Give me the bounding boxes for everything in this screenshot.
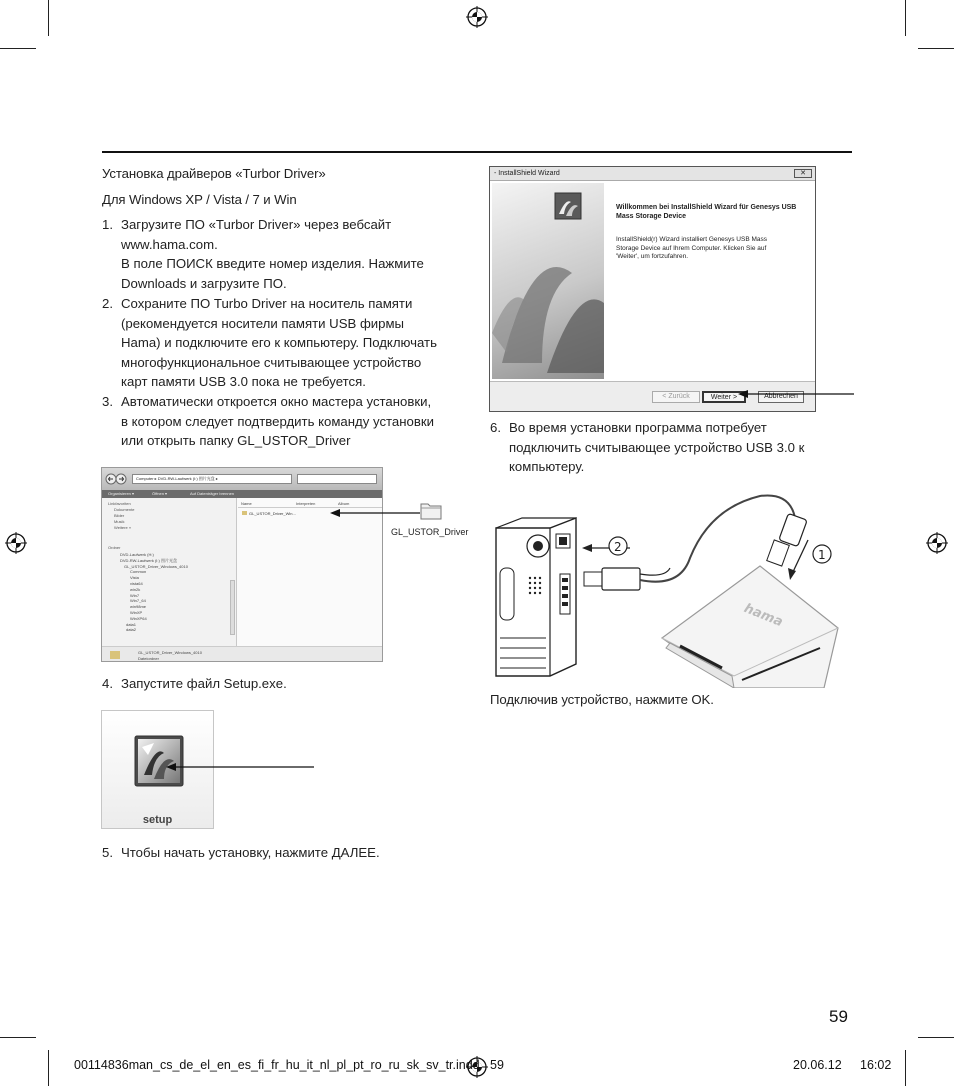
pointer-arrow-icon	[166, 759, 314, 775]
step-line: или открыть папку GL_USTOR_Driver	[121, 433, 351, 448]
step-line: многофункциональное считывающее устройство	[121, 354, 422, 370]
tree-item[interactable]: Win7	[130, 592, 140, 598]
tree-item[interactable]: WinXP	[130, 609, 143, 615]
column-name[interactable]: Name	[241, 501, 252, 506]
tree-item[interactable]: win2k	[130, 586, 141, 592]
step-5	[102, 843, 472, 863]
svg-text:1: 1	[818, 548, 826, 562]
final-note: Подключив устройство, нажмите OK.	[490, 692, 714, 707]
step-1	[102, 215, 472, 295]
folder-icon	[242, 511, 247, 515]
registration-mark-icon	[5, 532, 27, 554]
next-button[interactable]: Weiter >	[702, 391, 746, 403]
page-number: 59	[829, 1007, 848, 1026]
tree-item[interactable]: WinXP64	[130, 615, 147, 621]
registration-mark-icon	[926, 532, 948, 554]
tree-item[interactable]: Vista	[130, 575, 139, 581]
section-subheading: Для Windows XP / Vista / 7 и Win	[102, 192, 297, 207]
step-number: 4.	[102, 676, 113, 691]
footer-date: 20.06.12	[793, 1058, 842, 1072]
step-line: компьютеру.	[509, 459, 585, 474]
header-rule	[102, 151, 852, 153]
section-heading: Установка драйверов «Turbor Driver»	[102, 166, 326, 181]
step-line: Сохраните ПО Turbo Driver на носитель памяти	[121, 296, 413, 311]
installshield-wizard-screenshot	[489, 166, 816, 412]
setup-label: setup	[142, 814, 173, 826]
tree-item[interactable]: DVD-RW-Laufwerk (I:) 图片光盘	[120, 557, 177, 563]
tree-item[interactable]: Common	[130, 569, 147, 575]
wizard-artwork	[492, 183, 604, 379]
pointer-arrow-icon	[738, 386, 854, 402]
step-line: Downloads и загрузите ПО.	[121, 275, 287, 291]
file-item[interactable]: GL_USTOR_Driver_Win...	[242, 511, 322, 517]
step-line: Hama) и подключите его к компьютеру. Подключать	[121, 335, 437, 350]
wizard-title: - InstallShield Wizard	[494, 170, 560, 177]
step-line: www.hama.com.	[121, 236, 218, 252]
close-icon[interactable]: ✕	[794, 169, 812, 178]
status-type: Dateiordner	[138, 656, 159, 661]
tree-item[interactable]: Win7_64	[130, 598, 146, 604]
column-artists[interactable]: Interpreten	[296, 501, 316, 506]
explorer-titlebar	[102, 468, 382, 490]
toolbar-open[interactable]: Öffnen ▾	[152, 491, 168, 496]
step-6	[490, 418, 850, 478]
crop-mark	[48, 1050, 49, 1086]
crop-mark	[918, 1037, 954, 1038]
toolbar-burn[interactable]: Auf Datenträger brennen	[190, 491, 235, 496]
tree-item[interactable]: data2	[126, 627, 137, 633]
explorer-status-bar	[102, 646, 382, 662]
tree-item[interactable]: vista64	[130, 580, 143, 586]
step-line: (рекомендуется носители памяти USB фирмы	[121, 315, 405, 331]
pointer-arrow-icon	[330, 505, 422, 521]
tree-item[interactable]: GL_USTOR_Driver_Windows_4010	[124, 563, 188, 569]
connection-illustration	[490, 488, 850, 688]
step-4	[102, 674, 472, 694]
column-album[interactable]: Album	[338, 501, 350, 506]
wizard-body: InstallShield(r) Wizard installiert Genesys USB Mass Storage Device auf Ihrem Computer. Klicken Sie auf 'Weiter', um fortzufahren.	[616, 236, 767, 260]
folder-label: GL_USTOR_Driver	[391, 527, 469, 537]
explorer-sidebar	[102, 498, 237, 662]
step-number: 6.	[490, 420, 501, 435]
step-line: карт памяти USB 3.0 пока не требуется.	[121, 374, 366, 389]
step-line: в котором следует подтвердить команду установки	[121, 413, 435, 429]
cancel-button[interactable]: Abbrechen	[758, 391, 804, 403]
sidebar-tree-label: Ordner	[108, 545, 121, 550]
usb-plug-icon	[767, 513, 807, 566]
step-line: Загрузите ПО «Turbor Driver» через вебсайт	[121, 217, 392, 232]
step-line: Чтобы начать установку, нажмите ДАЛЕЕ.	[121, 845, 380, 860]
toolbar-organize[interactable]: Organisieren ▾	[108, 491, 135, 496]
explorer-screenshot	[101, 467, 383, 662]
brand-logo: hama	[741, 601, 785, 631]
crop-mark	[48, 0, 49, 36]
step-2	[102, 294, 472, 394]
search-input[interactable]	[297, 474, 377, 484]
step-line: В поле ПОИСК введите номер изделия. Нажмите	[121, 256, 424, 271]
crop-mark	[0, 48, 36, 49]
explorer-toolbar	[102, 490, 382, 498]
wizard-titlebar	[490, 167, 815, 181]
registration-mark-icon	[466, 6, 488, 28]
sidebar-scrollbar[interactable]	[230, 580, 235, 635]
back-forward-icon	[105, 473, 127, 485]
step-line: Запустите файл Setup.exe.	[121, 676, 287, 691]
installer-icon	[554, 192, 582, 220]
step-number: 2.	[102, 296, 113, 311]
sidebar-tree	[120, 552, 188, 633]
step-number: 5.	[102, 845, 113, 860]
crop-mark	[0, 1037, 36, 1038]
address-bar[interactable]: Computer ▸ DVD-RW-Laufwerk (I:) 图片光盘 ▸	[132, 474, 292, 484]
card-reader-icon	[662, 566, 838, 688]
crop-mark	[918, 48, 954, 49]
tree-item[interactable]: win98me	[130, 604, 147, 610]
tree-item[interactable]: data1	[126, 621, 137, 627]
step-line: подключить считывающее устройство USB 3.0 к	[509, 439, 805, 455]
tree-item[interactable]: DVD-Laufwerk (H:)	[120, 552, 154, 557]
crop-mark	[905, 1050, 906, 1086]
status-name: GL_USTOR_Driver_Windows_4010	[138, 650, 202, 655]
step-3	[102, 392, 472, 452]
step-line: Автоматически откроется окно мастера установки,	[121, 394, 432, 409]
footer-time: 16:02	[860, 1058, 892, 1072]
step-line: Во время установки программа потребует	[509, 420, 767, 435]
svg-text:2: 2	[614, 540, 622, 554]
usb-plug-icon	[584, 568, 670, 590]
folder-icon	[110, 651, 120, 659]
wizard-heading: Willkommen bei InstallShield Wizard für Genesys USB Mass Storage Device	[616, 204, 797, 220]
step-number: 3.	[102, 394, 113, 409]
back-button[interactable]: < Zurück	[652, 391, 700, 403]
crop-mark	[905, 0, 906, 36]
computer-tower-icon	[496, 518, 576, 676]
step-number: 1.	[102, 217, 113, 232]
footer-filename: 00114836man_cs_de_el_en_es_fi_fr_hu_it_nl_pl_pt_ro_ru_sk_sv_tr.indd 59	[74, 1058, 504, 1072]
sidebar-favorites: Linkfavoriten Dokumente Bilder Musik Weitere »	[108, 501, 135, 530]
wizard-side-image	[492, 183, 604, 379]
folder-icon	[420, 500, 442, 520]
